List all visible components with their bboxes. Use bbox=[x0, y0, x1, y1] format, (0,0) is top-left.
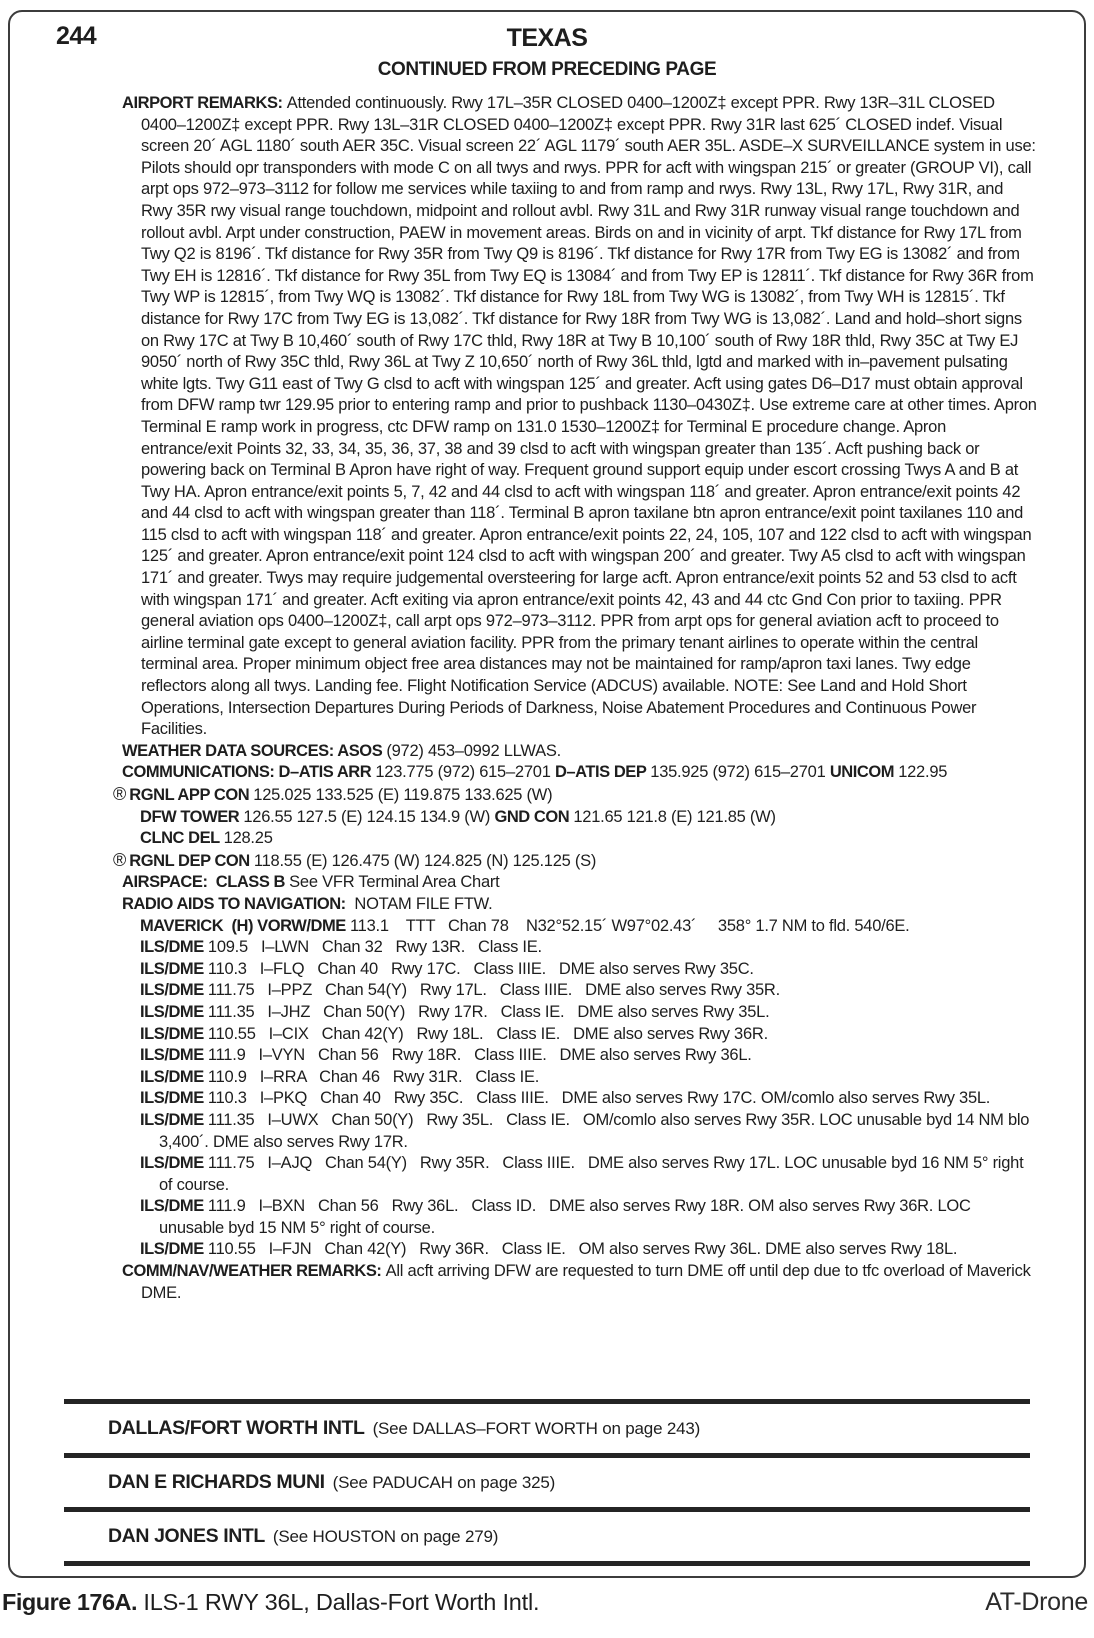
registered-frequency-icon: ® bbox=[113, 784, 127, 804]
airport-cross-reference: (See HOUSTON on page 279) bbox=[272, 1527, 499, 1546]
state-title: TEXAS bbox=[506, 24, 588, 52]
navaid-ils-13r bbox=[140, 937, 1038, 959]
navaid-ils-36l bbox=[140, 1196, 1038, 1239]
figure-caption bbox=[2, 1589, 539, 1616]
airport-entry-body bbox=[113, 93, 1041, 1304]
airport-name: DAN JONES INTL bbox=[108, 1525, 265, 1547]
navaid-type-label: MAVERICK (H) VORW/DME bbox=[140, 916, 350, 935]
radio-aids-to-navigation: RADIO AIDS TO NAVIGATION: NOTAM FILE FTW. bbox=[122, 894, 493, 913]
navaid-detail: 111.35 I–UWX Chan 50(Y) Rwy 35L. Class IE. OM/comlo also serves Rwy 35R. LOC unusable byd 14 NM blo 3,400´. DME also serves Rwy 17R. bbox=[159, 1110, 1034, 1151]
weather-data-sources: WEATHER DATA SOURCES: ASOS (972) 453–0992 LLWAS. bbox=[122, 741, 561, 760]
navaid-type-label: ILS/DME bbox=[140, 1089, 208, 1108]
navaid-detail: 109.5 I–LWN Chan 32 Rwy 13R. Class IE. bbox=[207, 938, 542, 957]
navaid-detail: 111.75 I–PPZ Chan 54(Y) Rwy 17L. Class IIIE. DME also serves Rwy 35R. bbox=[207, 981, 780, 1000]
divider-rule bbox=[64, 1561, 1030, 1566]
figure-text: ILS-1 RWY 36L, Dallas-Fort Worth Intl. bbox=[137, 1589, 540, 1615]
navaid-ils-17r bbox=[140, 1002, 1038, 1024]
airport-list-item bbox=[64, 1404, 1030, 1453]
watermark: AT-Drone bbox=[985, 1588, 1088, 1616]
airport-list-item bbox=[64, 1458, 1030, 1507]
navaid-type-label: ILS/DME bbox=[140, 959, 208, 978]
navaid-detail: 111.9 I–VYN Chan 56 Rwy 18R. Class IIIE. DME also serves Rwy 36L. bbox=[207, 1046, 752, 1065]
navaid-detail: 110.55 I–CIX Chan 42(Y) Rwy 18L. Class IE. DME also serves Rwy 36R. bbox=[207, 1024, 768, 1043]
navaid-ils-17c bbox=[140, 959, 1038, 981]
navaid-type-label: ILS/DME bbox=[140, 1197, 208, 1216]
navaid-type-label: ILS/DME bbox=[140, 981, 208, 1000]
airport-remarks: AIRPORT REMARKS: Attended continuously. Rwy 17L–35R CLOSED 0400–1200Z‡ except PPR. Rwy 13R–31L CLOSED 0400–1200Z‡ except PPR. Rwy 13L–31R CLOSED 0400–1200Z‡ except PPR. Rwy 31R last 625´ CLOSED indef. Visual screen 20´ AGL 1180´ south AER 35C. Visual screen 22´ AGL 1179´ south AER 35L. ASDE–X SURVEILLANCE system in use: Pilots should opr transponders with mode C on all twys and rwys. PPR for acft with wingspan 215´ or greater (GROUP VI), call arpt ops 972–973–3112 for follow me services while taxiing to and from ramp and rwys. Rwy 13L, Rwy 17L, Rwy 31R, and Rwy 35R rwy visual range touchdown, midpoint and rollout avbl. Rwy 31L and Rwy 31R runway visual range touchdown and rollout avbl. Arpt under construction, PAEW in movement areas. Birds on and in vicinity of arpt. Tkf distance for Rwy 17L from Twy Q2 is 8196´. Tkf distance for Rwy 35R from Twy Q9 is 8196´. Tkf distance for Rwy 17R from Twy EG is 13082´ and from Twy EH is 12816´. Tkf distance for Rwy 35L from Twy EQ is 13084´ and from Twy EP is 12811´. Tkf distance for Rwy 36R from Twy WP is 12815´, from Twy WQ is 13082´. Tkf distance for Rwy 18L from Twy WG is 13082´, from Twy WH is 12815´. Tkf distance for Rwy 17C from Twy EG is 13,082´. Tkf distance for Rwy 18R from Twy WG is 13,082´. Land and hold–short signs on Rwy 17C at Twy B 10,460´ south of Rwy 17C thld, Rwy 18R at Twy B 10,100´ south of Rwy 18R thld, Rwy 35C at Twy EJ 9050´ north of Rwy 35C thld, Rwy 36L at Twy Z 10,650´ north of Rwy 36L thld, lgtd and marked with in–pavement pulsating white lgts. Twy G11 east of Twy G clsd to acft with wingspan 125´ and greater. Acft using gates D6–D17 must obtain approval from DFW ramp twr 129.95 prior to entering ramp and prior to pushback 1130–0430Z‡. Use extreme care at other times. Apron Terminal E ramp work in progress, ctc DFW ramp on 131.0 1530–1200Z‡ for Terminal E procedure change. Apron entrance/exit Points 32, 33, 34, 35, 36, 37, 38 and 39 clsd to acft with wingspan greater than 135´. Acft pushing back or powering back on Terminal B Apron have right of way. Frequent ground support equip under escort crossing Twys A and B at Twy HA. Apron entrance/exit points 5, 7, 42 and 44 clsd to acft with wingspan 118´ and greater. Apron entrance/exit points 42 and 44 clsd to acft with wingspan greater than 118´. Terminal B apron taxilane btn apron entrance/exit point taxilanes 110 and 115 clsd to acft with wingspan 118´ and greater. Apron entrance/exit points 22, 24, 105, 107 and 122 clsd to acft with wingspan 125´ and greater. Apron entrance/exit point 124 clsd to acft with wingspan 200´ and greater. Twy A5 clsd to acft with wingspan 171´ and greater. Twys may require judgemental oversteering for large acft. Apron entrance/exit points 52 and 53 clsd to acft with wingspan 171´ and greater. Acft exiting via apron entrance/exit points 42, 43 and 44 ctc Gnd Con prior to taxiing. PPR general aviation ops 0400–1200Z‡, call arpt ops 972–973–3112. PPR from arpt ops for general aviation acft to proceed to airline terminal gate except to general aviation facility. PPR from the primary tenant airlines to operate within the central terminal area. Proper minimum object free area distances may not be maintained for ramp/apron taxi lanes. Twy edge reflectors along all twys. Landing fee. Flight Notification Service (ADCUS) available. NOTE: See Land and Hold Short Operations, Intersection Departures During Periods of Darkness, Noise Abatement Procedures and Continuous Power Facilities. bbox=[122, 94, 1041, 739]
continued-note: CONTINUED FROM PRECEDING PAGE bbox=[377, 59, 717, 80]
navaid-ils-35l bbox=[140, 1110, 1038, 1153]
airport-cross-reference: (See DALLAS–FORT WORTH on page 243) bbox=[372, 1419, 701, 1438]
rgnl-app-con: ® RGNL APP CON 125.025 133.525 (E) 119.875 133.625 (W) bbox=[113, 784, 553, 804]
navaid-ils-35c bbox=[140, 1088, 1038, 1110]
rgnl-dep-con: ® RGNL DEP CON 118.55 (E) 126.475 (W) 124.825 (N) 125.125 (S) bbox=[113, 849, 597, 870]
airspace: AIRSPACE: CLASS B See VFR Terminal Area Chart bbox=[122, 873, 500, 892]
page-header bbox=[10, 12, 1084, 81]
airport-name: DAN E RICHARDS MUNI bbox=[108, 1471, 325, 1493]
figure-caption-row bbox=[2, 1588, 1088, 1617]
navaid-detail: 113.1 TTT Chan 78 N32°52.15´ W97°02.43´ 358° 1.7 NM to fld. 540/6E. bbox=[349, 916, 910, 935]
navaid-type-label: ILS/DME bbox=[140, 938, 208, 957]
figure-label: Figure 176A. bbox=[2, 1589, 138, 1615]
navaid-type-label: ILS/DME bbox=[140, 1154, 208, 1173]
navaid-type-label: ILS/DME bbox=[140, 1110, 208, 1129]
navaid-maverick-vor bbox=[140, 916, 1038, 938]
navaid-detail: 111.35 I–JHZ Chan 50(Y) Rwy 17R. Class IE. DME also serves Rwy 35L. bbox=[207, 1002, 770, 1021]
navaid-ils-35r bbox=[140, 1153, 1038, 1196]
navaid-detail: 110.9 I–RRA Chan 46 Rwy 31R. Class IE. bbox=[207, 1067, 540, 1086]
navaid-detail: 110.3 I–PKQ Chan 40 Rwy 35C. Class IIIE. DME also serves Rwy 17C. OM/comlo also serves Rwy 35L. bbox=[207, 1089, 991, 1108]
airport-name: DALLAS/FORT WORTH INTL bbox=[108, 1417, 365, 1439]
comm-nav-weather-remarks: COMM/NAV/WEATHER REMARKS: All acft arriving DFW are requested to turn DME off until dep due to tfc overload of Maverick DME. bbox=[122, 1262, 1035, 1302]
airport-cross-reference: (See PADUCAH on page 325) bbox=[332, 1473, 556, 1492]
navaid-ils-31r bbox=[140, 1067, 1038, 1089]
navaid-ils-17l bbox=[140, 980, 1038, 1002]
directory-page-box bbox=[8, 10, 1086, 1578]
navaid-detail: 111.75 I–AJQ Chan 54(Y) Rwy 35R. Class IIIE. DME also serves Rwy 17L. LOC unusable byd 16 NM 5° right of course. bbox=[159, 1154, 1028, 1194]
navaid-detail: 110.55 I–FJN Chan 42(Y) Rwy 36R. Class IE. OM also serves Rwy 36L. DME also serves Rwy 18L. bbox=[207, 1240, 958, 1259]
navaid-detail: 110.3 I–FLQ Chan 40 Rwy 17C. Class IIIE. DME also serves Rwy 35C. bbox=[207, 959, 754, 978]
navaid-ils-36r bbox=[140, 1239, 1038, 1261]
navaid-ils-18r bbox=[140, 1045, 1038, 1067]
airport-list-item bbox=[64, 1512, 1030, 1561]
airport-cross-reference-list bbox=[64, 1399, 1030, 1566]
navaid-type-label: ILS/DME bbox=[140, 1024, 208, 1043]
registered-frequency-icon: ® bbox=[113, 849, 127, 870]
communications: COMMUNICATIONS: D–ATIS ARR 123.775 (972) 615–2701 D–ATIS DEP 135.925 (972) 615–2701 UNICOM 122.95 bbox=[122, 763, 948, 782]
navaid-type-label: ILS/DME bbox=[140, 1240, 208, 1259]
page-number: 244 bbox=[56, 22, 97, 50]
navaid-type-label: ILS/DME bbox=[140, 1046, 208, 1065]
navaid-detail: 111.9 I–BXN Chan 56 Rwy 36L. Class ID. DME also serves Rwy 18R. OM also serves Rwy 36R. LOC unusable byd 15 NM 5° right of course. bbox=[159, 1197, 975, 1237]
navaid-type-label: ILS/DME bbox=[140, 1067, 208, 1086]
navaid-type-label: ILS/DME bbox=[140, 1002, 208, 1021]
navaid-ils-18l bbox=[140, 1024, 1038, 1046]
clnc-del: CLNC DEL 128.25 bbox=[140, 829, 273, 848]
dfw-tower: DFW TOWER 126.55 127.5 (E) 124.15 134.9 (W) GND CON 121.65 121.8 (E) 121.85 (W) bbox=[140, 807, 776, 826]
